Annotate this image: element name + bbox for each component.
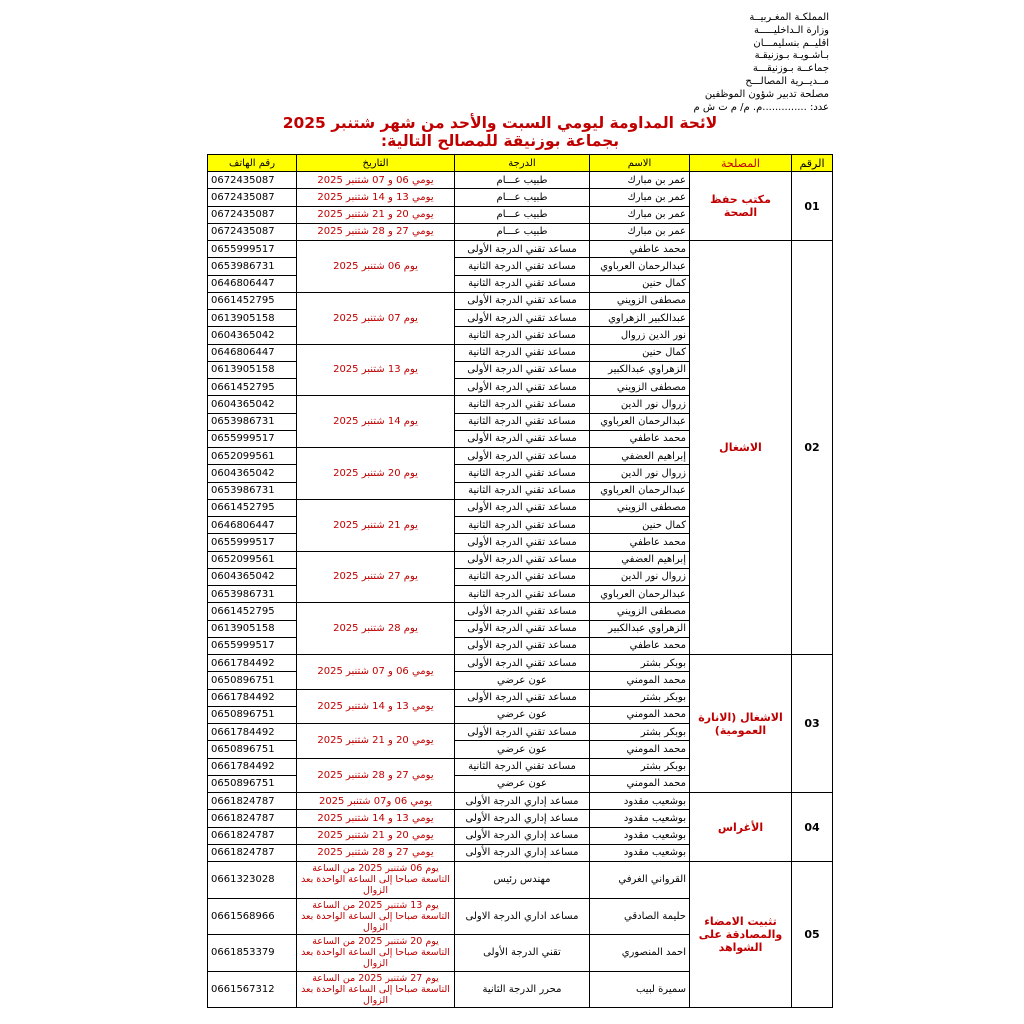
- employee-name: محمد المومني: [590, 741, 690, 758]
- employee-name: عبدالرحمان العرباوي: [590, 586, 690, 603]
- duty-date: يومي 20 و 21 شتنبر 2025: [297, 206, 455, 223]
- title-line-1: لائحة المداومة ليومي السبت والأحد من شهر شتنبر 2025: [282, 114, 718, 132]
- duty-date: يوم 13 شتنبر 2025: [297, 344, 455, 396]
- group-number: 01: [792, 172, 833, 241]
- service-name: الاشغال: [690, 241, 792, 655]
- employee-name: حليمة الصادقي: [590, 898, 690, 935]
- document-title: [200, 114, 800, 150]
- phone-number: 0604365042: [208, 568, 297, 585]
- employee-name: إبراهيم العضفي: [590, 448, 690, 465]
- table-header-row: [208, 155, 833, 172]
- phone-number: 0661853379: [208, 935, 297, 972]
- employee-grade: مساعد تقني الدرجة الأولى: [455, 379, 590, 396]
- employee-name: عبدالرحمان العرباوي: [590, 258, 690, 275]
- employee-name: بوبكر بشتر: [590, 758, 690, 775]
- phone-number: 0655999517: [208, 637, 297, 654]
- employee-name: زروال نور الدين: [590, 465, 690, 482]
- duty-date: يوم 06 شتنبر 2025: [297, 241, 455, 293]
- phone-number: 0613905158: [208, 361, 297, 378]
- employee-grade: طبيب عـــام: [455, 189, 590, 206]
- employee-grade: مساعد تقني الدرجة الثانية: [455, 396, 590, 413]
- employee-grade: مساعد تقني الدرجة الأولى: [455, 620, 590, 637]
- phone-number: 0672435087: [208, 189, 297, 206]
- header-line: عدد: ..............م. م/ م ت ش م: [693, 101, 829, 113]
- phone-number: 0661824787: [208, 810, 297, 827]
- employee-name: مصطفى الزويني: [590, 292, 690, 309]
- phone-number: 0604365042: [208, 327, 297, 344]
- duty-date: يوم 27 شتنبر 2025: [297, 551, 455, 603]
- employee-name: عمر بن مبارك: [590, 172, 690, 189]
- employee-name: مصطفى الزويني: [590, 603, 690, 620]
- service-name: الأغراس: [690, 793, 792, 862]
- phone-number: 0655999517: [208, 241, 297, 258]
- phone-number: 0661784492: [208, 655, 297, 672]
- employee-name: كمال حنين: [590, 275, 690, 292]
- employee-grade: مساعد تقني الدرجة الأولى: [455, 689, 590, 706]
- phone-number: 0661784492: [208, 758, 297, 775]
- duty-date: يومي 13 و 14 شتنبر 2025: [297, 189, 455, 206]
- employee-grade: مساعد تقني الدرجة الأولى: [455, 448, 590, 465]
- header-line: اقليــم بنسليمـــان: [753, 37, 829, 49]
- employee-grade: مساعد تقني الدرجة الثانية: [455, 327, 590, 344]
- duty-date: يومي 20 و 21 شتنبر 2025: [297, 827, 455, 844]
- employee-name: عبدالكبير الزهراوي: [590, 310, 690, 327]
- phone-number: 0661452795: [208, 603, 297, 620]
- employee-grade: مساعد تقني الدرجة الثانية: [455, 568, 590, 585]
- phone-number: 0653986731: [208, 413, 297, 430]
- employee-grade: مساعد تقني الدرجة الأولى: [455, 292, 590, 309]
- employee-grade: مساعد تقني الدرجة الثانية: [455, 344, 590, 361]
- duty-date: يومي 06 و07 شتنبر 2025: [297, 793, 455, 810]
- col-header-phone: رقم الهاتف: [208, 155, 297, 172]
- title-line-2: بجماعة بوزنيقة للمصالح التالية:: [380, 132, 620, 150]
- table-row: [208, 862, 833, 899]
- service-name: مكتب حفظ الصحة: [690, 172, 792, 241]
- phone-number: 0661568966: [208, 898, 297, 935]
- duty-date: يومي 13 و 14 شتنبر 2025: [297, 810, 455, 827]
- col-header-grade: الدرجة: [455, 155, 590, 172]
- duty-date: يوم 06 شتنبر 2025 من الساعة التاسعة صباحا إلى الساعة الواحدة بعد الزوال: [297, 862, 455, 899]
- table-row: [208, 241, 833, 258]
- phone-number: 0661824787: [208, 793, 297, 810]
- employee-name: الزهراوي عبدالكبير: [590, 361, 690, 378]
- employee-grade: مساعد تقني الدرجة الأولى: [455, 637, 590, 654]
- phone-number: 0613905158: [208, 310, 297, 327]
- employee-name: إبراهيم العضفي: [590, 551, 690, 568]
- employee-name: عمر بن مبارك: [590, 189, 690, 206]
- phone-number: 0653986731: [208, 586, 297, 603]
- duty-date: يوم 14 شتنبر 2025: [297, 396, 455, 448]
- phone-number: 0661452795: [208, 499, 297, 516]
- duty-date: يومي 27 و 28 شتنبر 2025: [297, 844, 455, 861]
- employee-grade: مساعد إداري الدرجة الأولى: [455, 844, 590, 861]
- employee-name: مصطفى الزويني: [590, 379, 690, 396]
- phone-number: 0646806447: [208, 275, 297, 292]
- duty-date: يومي 06 و 07 شتنبر 2025: [297, 655, 455, 690]
- duty-date: يومي 27 و 28 شتنبر 2025: [297, 223, 455, 240]
- employee-grade: مساعد إداري الدرجة الأولى: [455, 793, 590, 810]
- employee-name: زروال نور الدين: [590, 568, 690, 585]
- table-row: [208, 172, 833, 189]
- employee-name: احمد المنصوري: [590, 935, 690, 972]
- header-line: وزارة الـداخليـــــة: [754, 24, 829, 36]
- phone-number: 0661784492: [208, 689, 297, 706]
- group-number: 03: [792, 655, 833, 793]
- employee-name: محمد عاطفي: [590, 241, 690, 258]
- employee-grade: عون عرضي: [455, 672, 590, 689]
- phone-number: 0650896751: [208, 775, 297, 792]
- employee-name: محمد عاطفي: [590, 637, 690, 654]
- employee-name: عبدالرحمان العرباوي: [590, 482, 690, 499]
- header-line: جماعــة بـوزنيقـــة: [752, 63, 829, 75]
- phone-number: 0652099561: [208, 551, 297, 568]
- employee-name: زروال نور الدين: [590, 396, 690, 413]
- phone-number: 0652099561: [208, 448, 297, 465]
- table-body: [208, 172, 833, 1008]
- employee-grade: مساعد تقني الدرجة الأولى: [455, 430, 590, 447]
- phone-number: 0672435087: [208, 223, 297, 240]
- employee-grade: مساعد تقني الدرجة الأولى: [455, 655, 590, 672]
- phone-number: 0672435087: [208, 172, 297, 189]
- group-number: 02: [792, 241, 833, 655]
- employee-grade: مساعد تقني الدرجة الأولى: [455, 534, 590, 551]
- duty-roster-table: [207, 154, 833, 1008]
- table-row: [208, 793, 833, 810]
- employee-name: نور الدين زروال: [590, 327, 690, 344]
- service-name: تثبيت الامضاء والمصادقة على الشواهد: [690, 862, 792, 1008]
- employee-name: بوشعيب مقدود: [590, 844, 690, 861]
- phone-number: 0646806447: [208, 517, 297, 534]
- employee-name: عمر بن مبارك: [590, 223, 690, 240]
- employee-grade: مساعد تقني الدرجة الأولى: [455, 603, 590, 620]
- employee-name: بوبكر بشتر: [590, 655, 690, 672]
- employee-grade: مساعد تقني الدرجة الثانية: [455, 258, 590, 275]
- employee-name: بوشعيب مقدود: [590, 793, 690, 810]
- employee-name: عبدالرحمان العرباوي: [590, 413, 690, 430]
- employee-grade: مساعد تقني الدرجة الثانية: [455, 517, 590, 534]
- employee-grade: مساعد تقني الدرجة الأولى: [455, 361, 590, 378]
- duty-date: يومي 20 و 21 شتنبر 2025: [297, 724, 455, 759]
- employee-grade: مساعد تقني الدرجة الثانية: [455, 275, 590, 292]
- duty-date: يوم 20 شتنبر 2025 من الساعة التاسعة صباحا إلى الساعة الواحدة بعد الزوال: [297, 935, 455, 972]
- phone-number: 0661323028: [208, 862, 297, 899]
- duty-date: يوم 07 شتنبر 2025: [297, 292, 455, 344]
- group-number: 05: [792, 862, 833, 1008]
- phone-number: 0661824787: [208, 844, 297, 861]
- employee-grade: مساعد تقني الدرجة الثانية: [455, 586, 590, 603]
- phone-number: 0655999517: [208, 534, 297, 551]
- duty-date: يومي 27 و 28 شتنبر 2025: [297, 758, 455, 793]
- phone-number: 0672435087: [208, 206, 297, 223]
- phone-number: 0650896751: [208, 706, 297, 723]
- duty-date: يومي 13 و 14 شتنبر 2025: [297, 689, 455, 724]
- employee-name: محمد عاطفي: [590, 430, 690, 447]
- employee-name: بوشعيب مقدود: [590, 810, 690, 827]
- group-number: 04: [792, 793, 833, 862]
- employee-grade: مساعد تقني الدرجة الأولى: [455, 499, 590, 516]
- employee-name: بوبكر بشتر: [590, 724, 690, 741]
- employee-name: كمال حنين: [590, 517, 690, 534]
- employee-grade: محرر الدرجة الثانية: [455, 971, 590, 1008]
- phone-number: 0604365042: [208, 396, 297, 413]
- header-line: المملكـة المغـربيــة: [749, 12, 829, 23]
- employee-grade: مساعد تقني الدرجة الثانية: [455, 482, 590, 499]
- phone-number: 0650896751: [208, 672, 297, 689]
- employee-grade: مساعد تقني الدرجة الثانية: [455, 758, 590, 775]
- duty-date: يومي 06 و 07 شتنبر 2025: [297, 172, 455, 189]
- duty-date: يوم 27 شتنبر 2025 من الساعة التاسعة صباحا إلى الساعة الواحدة بعد الزوال: [297, 971, 455, 1008]
- employee-grade: مساعد تقني الدرجة الثانية: [455, 465, 590, 482]
- phone-number: 0661452795: [208, 379, 297, 396]
- phone-number: 0655999517: [208, 430, 297, 447]
- employee-grade: مساعد تقني الدرجة الأولى: [455, 310, 590, 327]
- duty-date: يوم 13 شتنبر 2025 من الساعة التاسعة صباحا إلى الساعة الواحدة بعد الزوال: [297, 898, 455, 935]
- letterhead: [529, 12, 829, 114]
- employee-grade: مساعد تقني الدرجة الأولى: [455, 551, 590, 568]
- header-line: بـاشـويـة بـوزنيقـة: [754, 50, 829, 62]
- employee-grade: طبيب عـــام: [455, 206, 590, 223]
- phone-number: 0650896751: [208, 741, 297, 758]
- employee-name: سميرة لبيب: [590, 971, 690, 1008]
- employee-name: محمد المومني: [590, 775, 690, 792]
- employee-grade: عون عرضي: [455, 741, 590, 758]
- employee-grade: مساعد إداري الدرجة الأولى: [455, 810, 590, 827]
- col-header-number: الرقم: [792, 155, 833, 172]
- header-line: مــديــرية المصالـــح: [745, 75, 829, 87]
- table-row: [208, 655, 833, 672]
- employee-grade: مساعد إداري الدرجة الأولى: [455, 827, 590, 844]
- employee-grade: طبيب عـــام: [455, 223, 590, 240]
- employee-name: محمد المومني: [590, 706, 690, 723]
- employee-name: الزهراوي عبدالكبير: [590, 620, 690, 637]
- employee-grade: عون عرضي: [455, 775, 590, 792]
- employee-grade: عون عرضي: [455, 706, 590, 723]
- header-line: مصلحة تدبير شؤون الموظفين: [704, 88, 829, 100]
- phone-number: 0661824787: [208, 827, 297, 844]
- phone-number: 0661784492: [208, 724, 297, 741]
- employee-name: بوشعيب مقدود: [590, 827, 690, 844]
- employee-name: بوبكر بشتر: [590, 689, 690, 706]
- col-header-service: المصلحة: [690, 155, 792, 172]
- employee-grade: مساعد تقني الدرجة الأولى: [455, 241, 590, 258]
- employee-grade: تقني الدرجة الأولى: [455, 935, 590, 972]
- employee-name: محمد المومني: [590, 672, 690, 689]
- employee-name: محمد عاطفي: [590, 534, 690, 551]
- employee-grade: مساعد تقني الدرجة الثانية: [455, 413, 590, 430]
- phone-number: 0613905158: [208, 620, 297, 637]
- service-name: الاشغال (الانارة العمومية): [690, 655, 792, 793]
- employee-grade: طبيب عـــام: [455, 172, 590, 189]
- employee-grade: مهندس رئيس: [455, 862, 590, 899]
- duty-date: يوم 21 شتنبر 2025: [297, 499, 455, 551]
- phone-number: 0661452795: [208, 292, 297, 309]
- phone-number: 0653986731: [208, 482, 297, 499]
- employee-name: مصطفى الزويني: [590, 499, 690, 516]
- phone-number: 0646806447: [208, 344, 297, 361]
- employee-name: عمر بن مبارك: [590, 206, 690, 223]
- employee-grade: مساعد تقني الدرجة الأولى: [455, 724, 590, 741]
- employee-grade: مساعد اداري الدرجة الاولى: [455, 898, 590, 935]
- employee-name: القرواني الغرفي: [590, 862, 690, 899]
- phone-number: 0604365042: [208, 465, 297, 482]
- employee-name: كمال حنين: [590, 344, 690, 361]
- phone-number: 0653986731: [208, 258, 297, 275]
- col-header-date: التاريخ: [297, 155, 455, 172]
- phone-number: 0661567312: [208, 971, 297, 1008]
- duty-date: يوم 28 شتنبر 2025: [297, 603, 455, 655]
- col-header-name: الاسم: [590, 155, 690, 172]
- duty-date: يوم 20 شتنبر 2025: [297, 448, 455, 500]
